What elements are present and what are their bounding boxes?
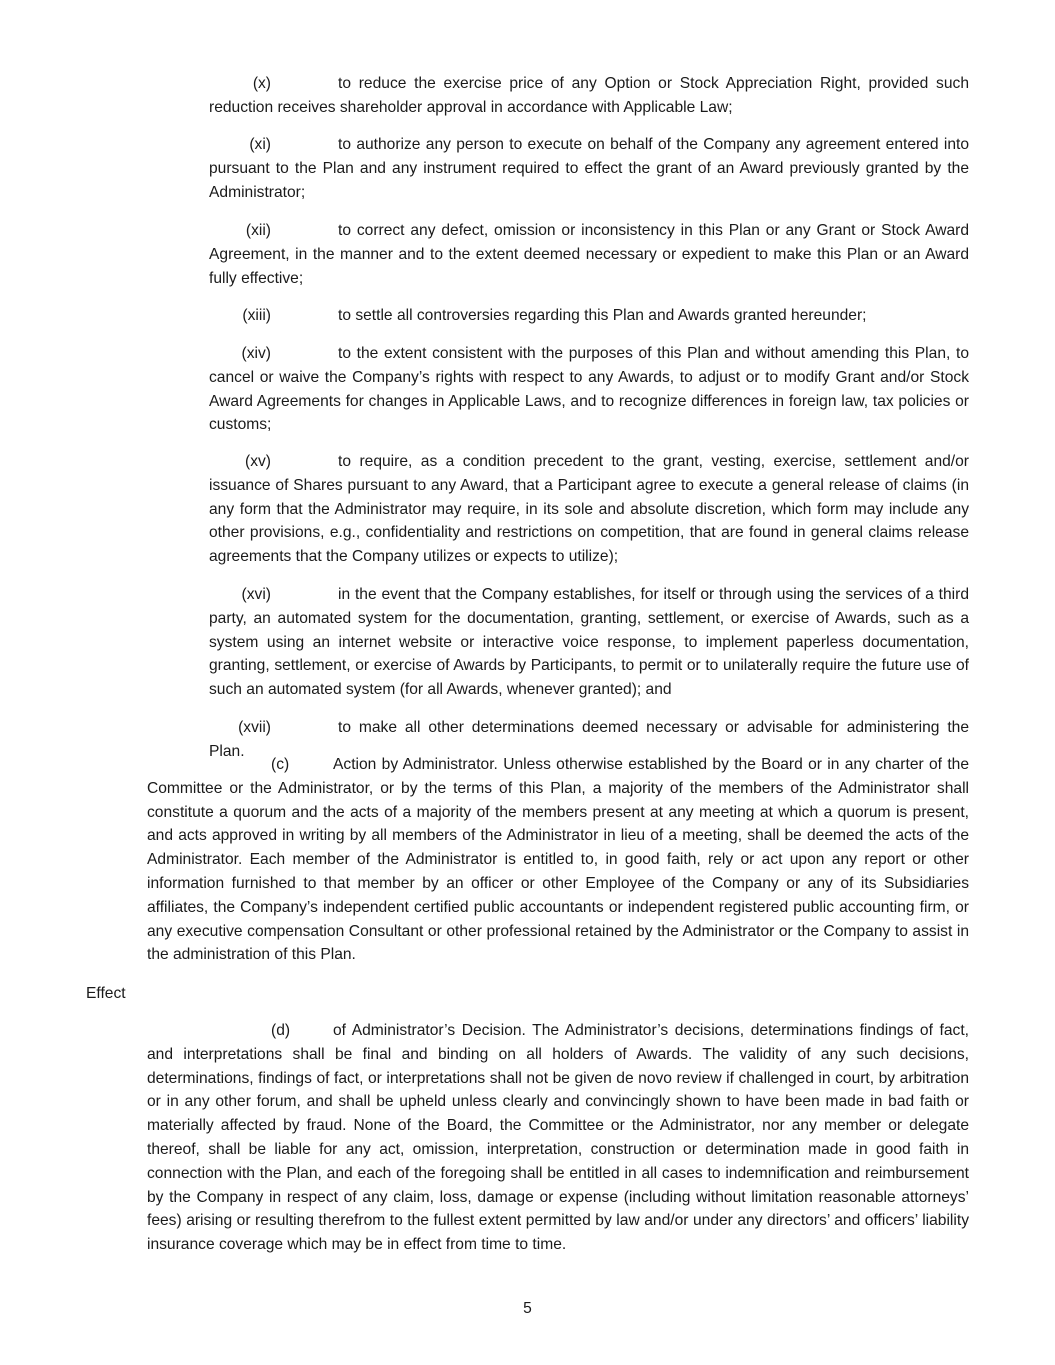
clause-text: in the event that the Company establishes, for itself or through using the services of a third party, an automated system for the documentation, granting, settlement, or exercise of Awards, such as a system using an internet website or interactive voice response, to implement paperless documentation, granting, settlement, or exercise of Awards by Participants, to permit or to unilaterally require the future use of such an automated system (for all Awards, whenever granted); and [209,586,969,699]
clause-number: (xvii) [238,719,271,736]
clause-text: to settle all controversies regarding this Plan and Awards granted hereunder; [338,307,867,324]
section-text: of Administrator’s Decision. The Administrator’s decisions, determinations findings of fact, and interpretations shall be final and binding on all holders of Awards. The validity of any such decisions, determinations, findings of fact, or interpretations shall not be given de novo review if challenged in court, by arbitration or in any other forum, and shall be upheld unless clearly and convincingly shown to have been made in bad faith or materially affected by fraud. None of the Board, the Committee or the Administrator, nor any member or delegate thereof, shall be liable for any act, omission, interpretation, construction or determination made in good faith in connection with the Plan, and each of the foregoing shall be entitled in all cases to indemnification and reimbursement by the Company in respect of any claim, loss, damage or expense (including without limitation reasonable attorneys’ fees) arising or resulting therefrom to the fullest extent permitted by law and/or under any directors’ and officers’ liability insurance coverage which may be in effect from time to time. [147,1022,969,1254]
page-number: 5 [523,1300,532,1317]
clause-number: (xiii) [242,307,271,324]
clause-number: (xv) [245,453,271,470]
clause-number: (x) [252,75,271,92]
clause-number: (xii) [245,222,271,239]
clause-xii [209,219,969,290]
clause-number: (xi) [249,136,271,153]
section-number: (d) [271,1022,291,1039]
margin-heading: Effect [86,985,126,1002]
clause-xv [209,450,969,569]
section-number: (c) [271,756,290,773]
clause-xiv [209,342,969,437]
clause-xi [209,133,969,204]
clause-number: (xvi) [241,586,271,603]
clause-text: to make all other determinations deemed necessary or advisable for administering the Plan. [209,719,969,760]
clause-text: to require, as a condition precedent to the grant, vesting, exercise, settlement and/or issuance of Shares pursuant to any Award, that a Participant agree to execute a general release of claims (in any form that the Administrator may require, in its sole and absolute discretion, which form may include any other provisions, e.g., confidentiality and restrictions on competition, that are found in general claims release agreements that the Company utilizes or expects to utilize); [209,453,969,566]
section-d [147,1019,969,1257]
section-text: Action by Administrator. Unless otherwise established by the Board or in any charter of the Committee or the Administrator, or by the terms of this Plan, a majority of the members of the Administrator shall constitute a quorum and the acts of a majority of the members present at any meeting at which a quorum is present, and acts approved in writing by all members of the Administrator in lieu of a meeting, shall be deemed the acts of the Administrator. Each member of the Administrator is entitled to, in good faith, rely or act upon any report or other information furnished to that member by an officer or other Employee of the Company or any of its Subsidiaries affiliates, the Company’s independent certified public accountants or independent registered public accounting firm, or any executive compensation Consultant or other professional retained by the Administrator or the Company to assist in the administration of this Plan. [147,756,969,964]
clause-number: (xiv) [241,345,271,362]
section-c [147,753,969,967]
clause-text: to correct any defect, omission or inconsistency in this Plan or any Grant or Stock Award Agreement, in the manner and to the extent deemed necessary or expedient to make this Plan or an Award fully effective; [209,222,969,287]
clause-xiii [209,304,969,328]
clause-xvi [209,583,969,702]
clause-text: to reduce the exercise price of any Option or Stock Appreciation Right, provided such reduction receives shareholder approval in accordance with Applicable Law; [209,75,969,116]
clause-text: to authorize any person to execute on behalf of the Company any agreement entered into pursuant to the Plan and any instrument required to effect the grant of an Award previously granted by the Administrator; [209,136,969,201]
clause-x [209,72,969,120]
clause-text: to the extent consistent with the purposes of this Plan and without amending this Plan, to cancel or waive the Company’s rights with respect to any Awards, to adjust or to modify Grant and/or Stock Award Agreements for changes in Applicable Laws, and to recognize differences in foreign law, tax policies or customs; [209,345,969,434]
